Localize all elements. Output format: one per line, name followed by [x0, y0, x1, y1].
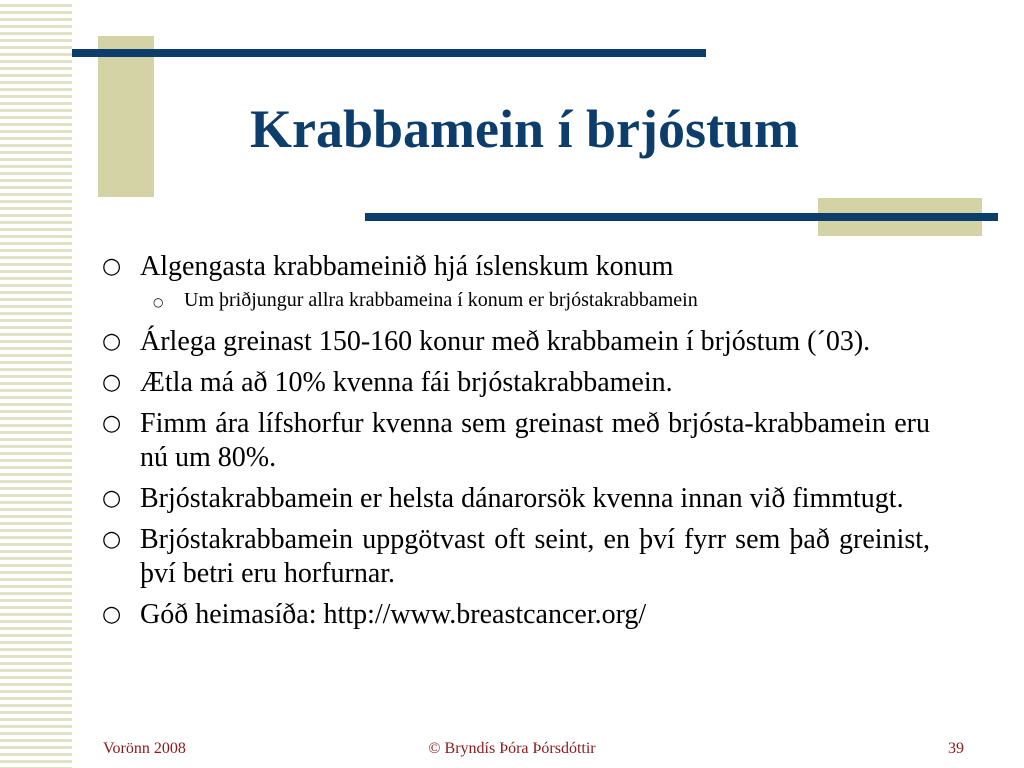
hollow-circle-bullet-icon: ○: [153, 295, 164, 309]
slide-title: Krabbamein í brjóstum: [250, 99, 800, 159]
bullet-list: [100, 250, 930, 639]
bullet-item: [100, 407, 930, 475]
bullet-text: Góð heimasíða: http://www.breastcancer.org/: [140, 599, 647, 630]
title-accent-bar-top: [72, 49, 706, 57]
title-accent-bar-bottom: [365, 213, 998, 221]
bullet-item: [100, 250, 930, 284]
bullet-item: [100, 598, 930, 632]
striped-margin-decoration: [0, 0, 72, 768]
bullet-item: [100, 482, 930, 516]
bullet-text: Algengasta krabbameinið hjá íslenskum konum: [140, 251, 674, 282]
hollow-circle-bullet-icon: ○: [102, 329, 122, 354]
hollow-circle-bullet-icon: ○: [102, 411, 122, 436]
bullet-item: [100, 325, 930, 359]
title-accent-block-left: [98, 36, 154, 197]
footer-author: © Bryndís Þóra Þórsdóttir: [428, 740, 596, 757]
hollow-circle-bullet-icon: ○: [102, 527, 122, 552]
bullet-item: [100, 523, 930, 591]
bullet-item: [100, 366, 930, 400]
bullet-text: Ætla má að 10% kvenna fái brjóstakrabbamein.: [140, 367, 673, 398]
hollow-circle-bullet-icon: ○: [102, 602, 122, 627]
hollow-circle-bullet-icon: ○: [102, 486, 122, 511]
hollow-circle-bullet-icon: ○: [102, 254, 122, 279]
bullet-text: Brjóstakrabbamein er helsta dánarorsök kvenna innan við fimmtugt.: [140, 483, 904, 514]
bullet-text: Árlega greinast 150-160 konur með krabbamein í brjóstum (´03).: [140, 326, 871, 357]
bullet-text: Brjóstakrabbamein uppgötvast oft seint, en því fyrr sem það greinist, því betri eru horfurnar.: [140, 524, 930, 589]
sub-bullet-item: [100, 287, 930, 313]
hollow-circle-bullet-icon: ○: [102, 370, 122, 395]
bullet-text: Fimm ára lífshorfur kvenna sem greinast með brjósta-krabbamein eru nú um 80%.: [140, 408, 930, 473]
slide-number: 39: [948, 740, 964, 757]
footer-date: Vorönn 2008: [103, 740, 186, 757]
sub-bullet-text: Um þriðjungur allra krabbameina í konum er brjóstakrabbamein: [184, 289, 698, 311]
